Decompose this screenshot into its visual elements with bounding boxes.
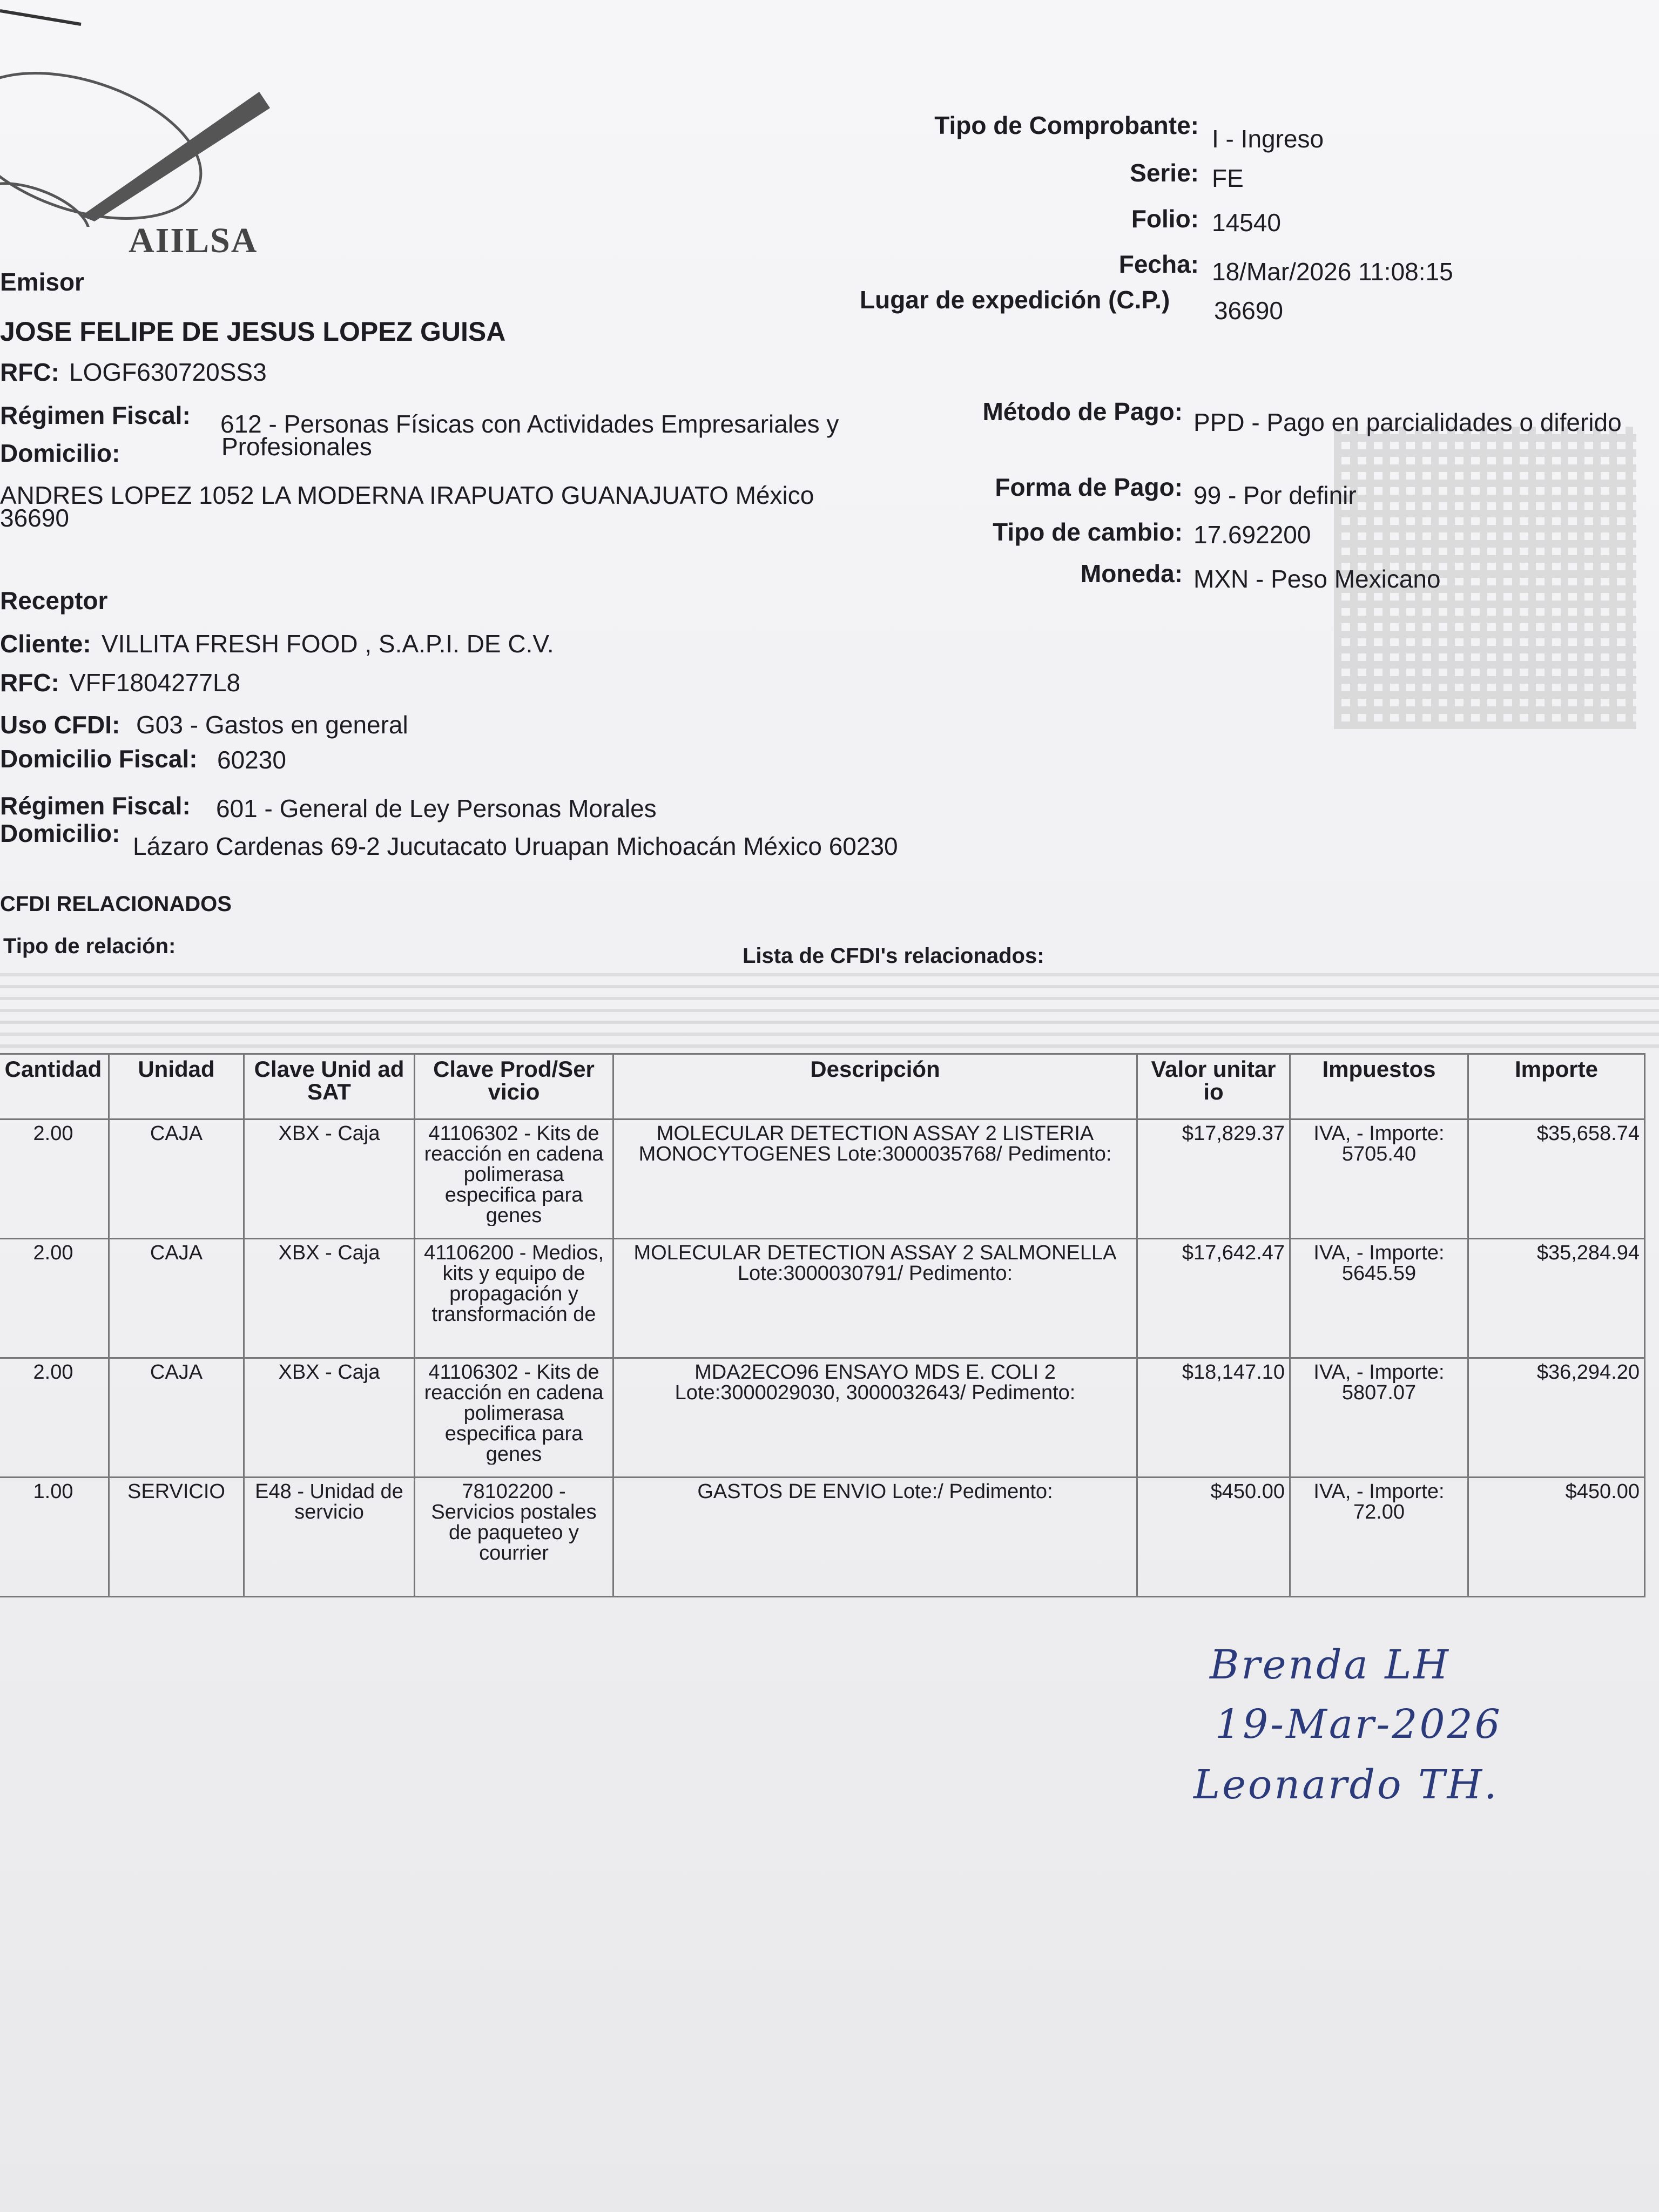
cell-cantidad: 2.00 [0,1239,109,1358]
cell-impuestos: IVA, - Importe: 5807.07 [1290,1358,1468,1478]
fecha-value: 18/Mar/2026 11:08:15 [1212,258,1453,286]
cell-cantidad: 2.00 [0,1358,109,1478]
ghost-band [0,967,1659,1048]
emisor-heading: Emisor [0,268,84,296]
lista-cfdi-label: Lista de CFDI's relacionados: [743,944,1044,968]
cell-valor-unitario: $17,642.47 [1137,1239,1290,1358]
table-row [0,1239,1645,1358]
uso-cfdi-label: Uso CFDI: [0,711,120,739]
cell-clave-unidad: XBX - Caja [244,1239,415,1358]
cell-clave-prod [415,1120,613,1239]
cliente-label: Cliente: [0,630,91,658]
cell-impuestos: IVA, - Importe: 5645.59 [1290,1239,1468,1358]
cell-importe: $450.00 [1468,1478,1645,1597]
handwritten-name: Brenda LH [1210,1642,1451,1688]
emisor-rfc-label: RFC: [0,358,59,386]
tipo-comprobante-label: Tipo de Comprobante: [934,111,1199,139]
fecha-label: Fecha: [1118,250,1199,278]
receptor-rfc-value: VFF1804277L8 [69,669,241,697]
emisor-regimen-value-2: Profesionales [221,433,372,461]
cell-clave-prod-text: 78102200 - Servicios postales de paqueteo y courrier [431,1481,597,1563]
lugar-label: Lugar de expedición (C.P.) [860,286,1170,314]
receptor-domicilio-value: Lázaro Cardenas 69-2 Jucutacato Uruapan Michoacán México 60230 [133,832,898,860]
cell-valor-unitario: $17,829.37 [1137,1120,1290,1239]
domicilio-fiscal-value: 60230 [217,746,286,774]
emisor-domicilio-line2: 36690 [0,504,69,532]
cell-valor-unitario: $18,147.10 [1137,1358,1290,1478]
cell-clave-unidad: XBX - Caja [244,1120,415,1239]
column-header-cantidad: Cantidad [0,1054,109,1120]
cell-importe: $35,284.94 [1468,1239,1645,1358]
cell-importe: $36,294.20 [1468,1358,1645,1478]
emisor-domicilio-label: Domicilio: [0,439,120,467]
serie-label: Serie: [1130,159,1199,187]
cell-clave-prod [415,1358,613,1478]
cell-unidad: SERVICIO [109,1478,244,1597]
moneda-label: Moneda: [1080,559,1183,588]
cell-clave-prod-text: 41106302 - Kits de reacción en cadena polimerasa especifica para genes [424,1362,604,1465]
cell-clave-prod [415,1478,613,1597]
cell-descripcion: GASTOS DE ENVIO Lote:/ Pedimento: [613,1478,1137,1597]
folio-label: Folio: [1131,205,1199,233]
cell-descripcion: MDA2ECO96 ENSAYO MDS E. COLI 2 Lote:3000029030, 3000032643/ Pedimento: [613,1358,1137,1478]
table-row [0,1358,1645,1478]
column-header-clave-unidad: Clave Unid ad SAT [244,1054,415,1120]
emisor-regimen-value: 612 - Personas Físicas con Actividades Empresariales y [220,410,839,438]
emisor-regimen-label: Régimen Fiscal: [0,401,191,429]
lugar-value: 36690 [1214,296,1283,325]
tipo-cambio-value: 17.692200 [1193,521,1311,549]
cell-valor-unitario: $450.00 [1137,1478,1290,1597]
column-header-unidad: Unidad [109,1054,244,1120]
table-row [0,1478,1645,1597]
cell-impuestos: IVA, - Importe: 72.00 [1290,1478,1468,1597]
cell-cantidad: 2.00 [0,1120,109,1239]
logo-text: AIILSA [129,221,258,260]
handwritten-initials: Leonardo TH. [1193,1762,1499,1808]
emisor-domicilio-line1: ANDRES LOPEZ 1052 LA MODERNA IRAPUATO GUANAJUATO México [0,481,814,509]
tipo-cambio-label: Tipo de cambio: [993,518,1183,546]
metodo-pago-label: Método de Pago: [982,397,1183,426]
items-table [0,1053,1645,1597]
cell-clave-unidad: E48 - Unidad de servicio [244,1478,415,1597]
cell-descripcion: MOLECULAR DETECTION ASSAY 2 LISTERIA MONOCYTOGENES Lote:3000035768/ Pedimento: [613,1120,1137,1239]
table-row [0,1120,1645,1239]
receptor-heading: Receptor [0,586,108,615]
cell-unidad: CAJA [109,1120,244,1239]
cell-unidad: CAJA [109,1358,244,1478]
column-header-impuestos: Impuestos [1290,1054,1468,1120]
tipo-comprobante-value: I - Ingreso [1212,125,1324,153]
logo [0,0,281,270]
cell-clave-unidad: XBX - Caja [244,1358,415,1478]
forma-pago-value: 99 - Por definir [1193,481,1357,509]
receptor-rfc-label: RFC: [0,669,59,697]
folio-value: 14540 [1212,208,1281,237]
cell-importe: $35,658.74 [1468,1120,1645,1239]
receptor-regimen-label: Régimen Fiscal: [0,792,191,820]
cfdi-heading: CFDI RELACIONADOS [0,892,232,916]
cell-clave-prod [415,1239,613,1358]
forma-pago-label: Forma de Pago: [995,473,1183,501]
cell-impuestos: IVA, - Importe: 5705.40 [1290,1120,1468,1239]
handwritten-date: 19-Mar-2026 [1215,1701,1502,1748]
cell-clave-prod-text: 41106200 - Medios, kits y equipo de propagación y transformación de [423,1243,604,1325]
cell-cantidad: 1.00 [0,1478,109,1597]
receptor-regimen-value: 601 - General de Ley Personas Morales [216,794,657,822]
logo-emblem-icon [0,0,281,227]
cell-unidad: CAJA [109,1239,244,1358]
cell-clave-prod-text: 41106302 - Kits de reacción en cadena polimerasa especifica para genes [424,1123,604,1226]
emisor-rfc-value: LOGF630720SS3 [69,358,267,386]
metodo-pago-value: PPD - Pago en parcialidades o diferido [1193,408,1622,436]
cell-descripcion: MOLECULAR DETECTION ASSAY 2 SALMONELLA Lote:3000030791/ Pedimento: [613,1239,1137,1358]
uso-cfdi-value: G03 - Gastos en general [136,711,408,739]
qr-ghost [1334,427,1636,729]
receptor-domicilio-label: Domicilio: [0,819,120,847]
tipo-relacion-label: Tipo de relación: [3,934,176,958]
cliente-value: VILLITA FRESH FOOD , S.A.P.I. DE C.V. [102,630,554,658]
serie-value: FE [1212,164,1244,192]
column-header-importe: Importe [1468,1054,1645,1120]
emisor-name: JOSE FELIPE DE JESUS LOPEZ GUISA [0,316,506,347]
column-header-clave-prod: Clave Prod/Ser vicio [415,1054,613,1120]
column-header-descripcion: Descripción [613,1054,1137,1120]
moneda-value: MXN - Peso Mexicano [1193,565,1441,593]
column-header-valor-unitario: Valor unitar io [1137,1054,1290,1120]
table-header-row [0,1054,1645,1120]
domicilio-fiscal-label: Domicilio Fiscal: [0,745,198,773]
